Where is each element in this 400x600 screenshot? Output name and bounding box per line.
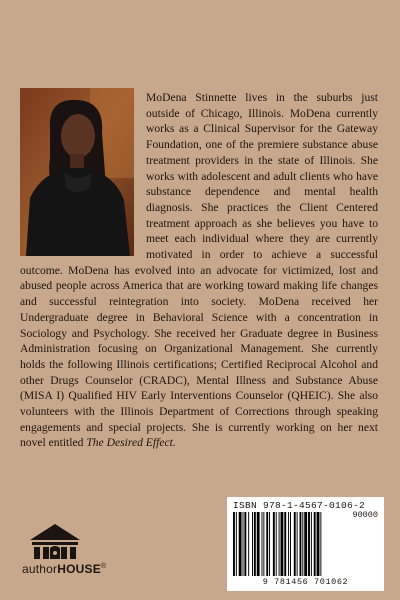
publisher-suffix: HOUSE: [57, 562, 101, 576]
author-bio: [20, 90, 378, 451]
price-code: 90000: [352, 510, 378, 520]
publisher-prefix: author: [22, 562, 58, 576]
registered-mark: ®: [100, 563, 107, 570]
barcode-bars: [233, 512, 383, 578]
bio-text: MoDena Stinnette lives in the suburbs just outside of Chicago, Illinois. MoDena currently works as a Clinical Supervisor for the Gateway Foundation, one of the premiere substance abuse treatment providers in the state of Illinois. She works with adolescent and adult clients who have substance dependence and mental health diagnosis. She practices the Client Centered treatment approach as she believes you have to meet each individual where they are currently motivated in order to achieve a successful outcome. MoDena has evolved into an advocate for victimized, lost and abused people across America that are working toward making life changes and successful reintegration into society. MoDena received her Undergraduate degree in Behavioral Science with a concentration in Sociology and Psychology. She received her Graduate degree in Business Administration focusing on Organizational Management. She currently holds the following Illinois certifications; Certified Reciprocal Alcohol and other Drugs Counselor (CRADC), Mental Illness and Substance Abuse (MISA I) Qualified HIV Early Interventions Counselor (QHEIC). She also volunteers with the Illinois Department of Corrections through speaking engagements and special projects. She is currently working on her next novel entitled: [20, 91, 378, 450]
isbn-barcode: [227, 497, 384, 591]
barcode-number: 9 781456 701062: [262, 577, 349, 587]
photo-spacer: [20, 88, 140, 256]
novel-title: The Desired Effect.: [86, 436, 176, 450]
publisher-name: [22, 562, 106, 576]
isbn-label: ISBN 978-1-4567-0106-2: [233, 500, 366, 511]
